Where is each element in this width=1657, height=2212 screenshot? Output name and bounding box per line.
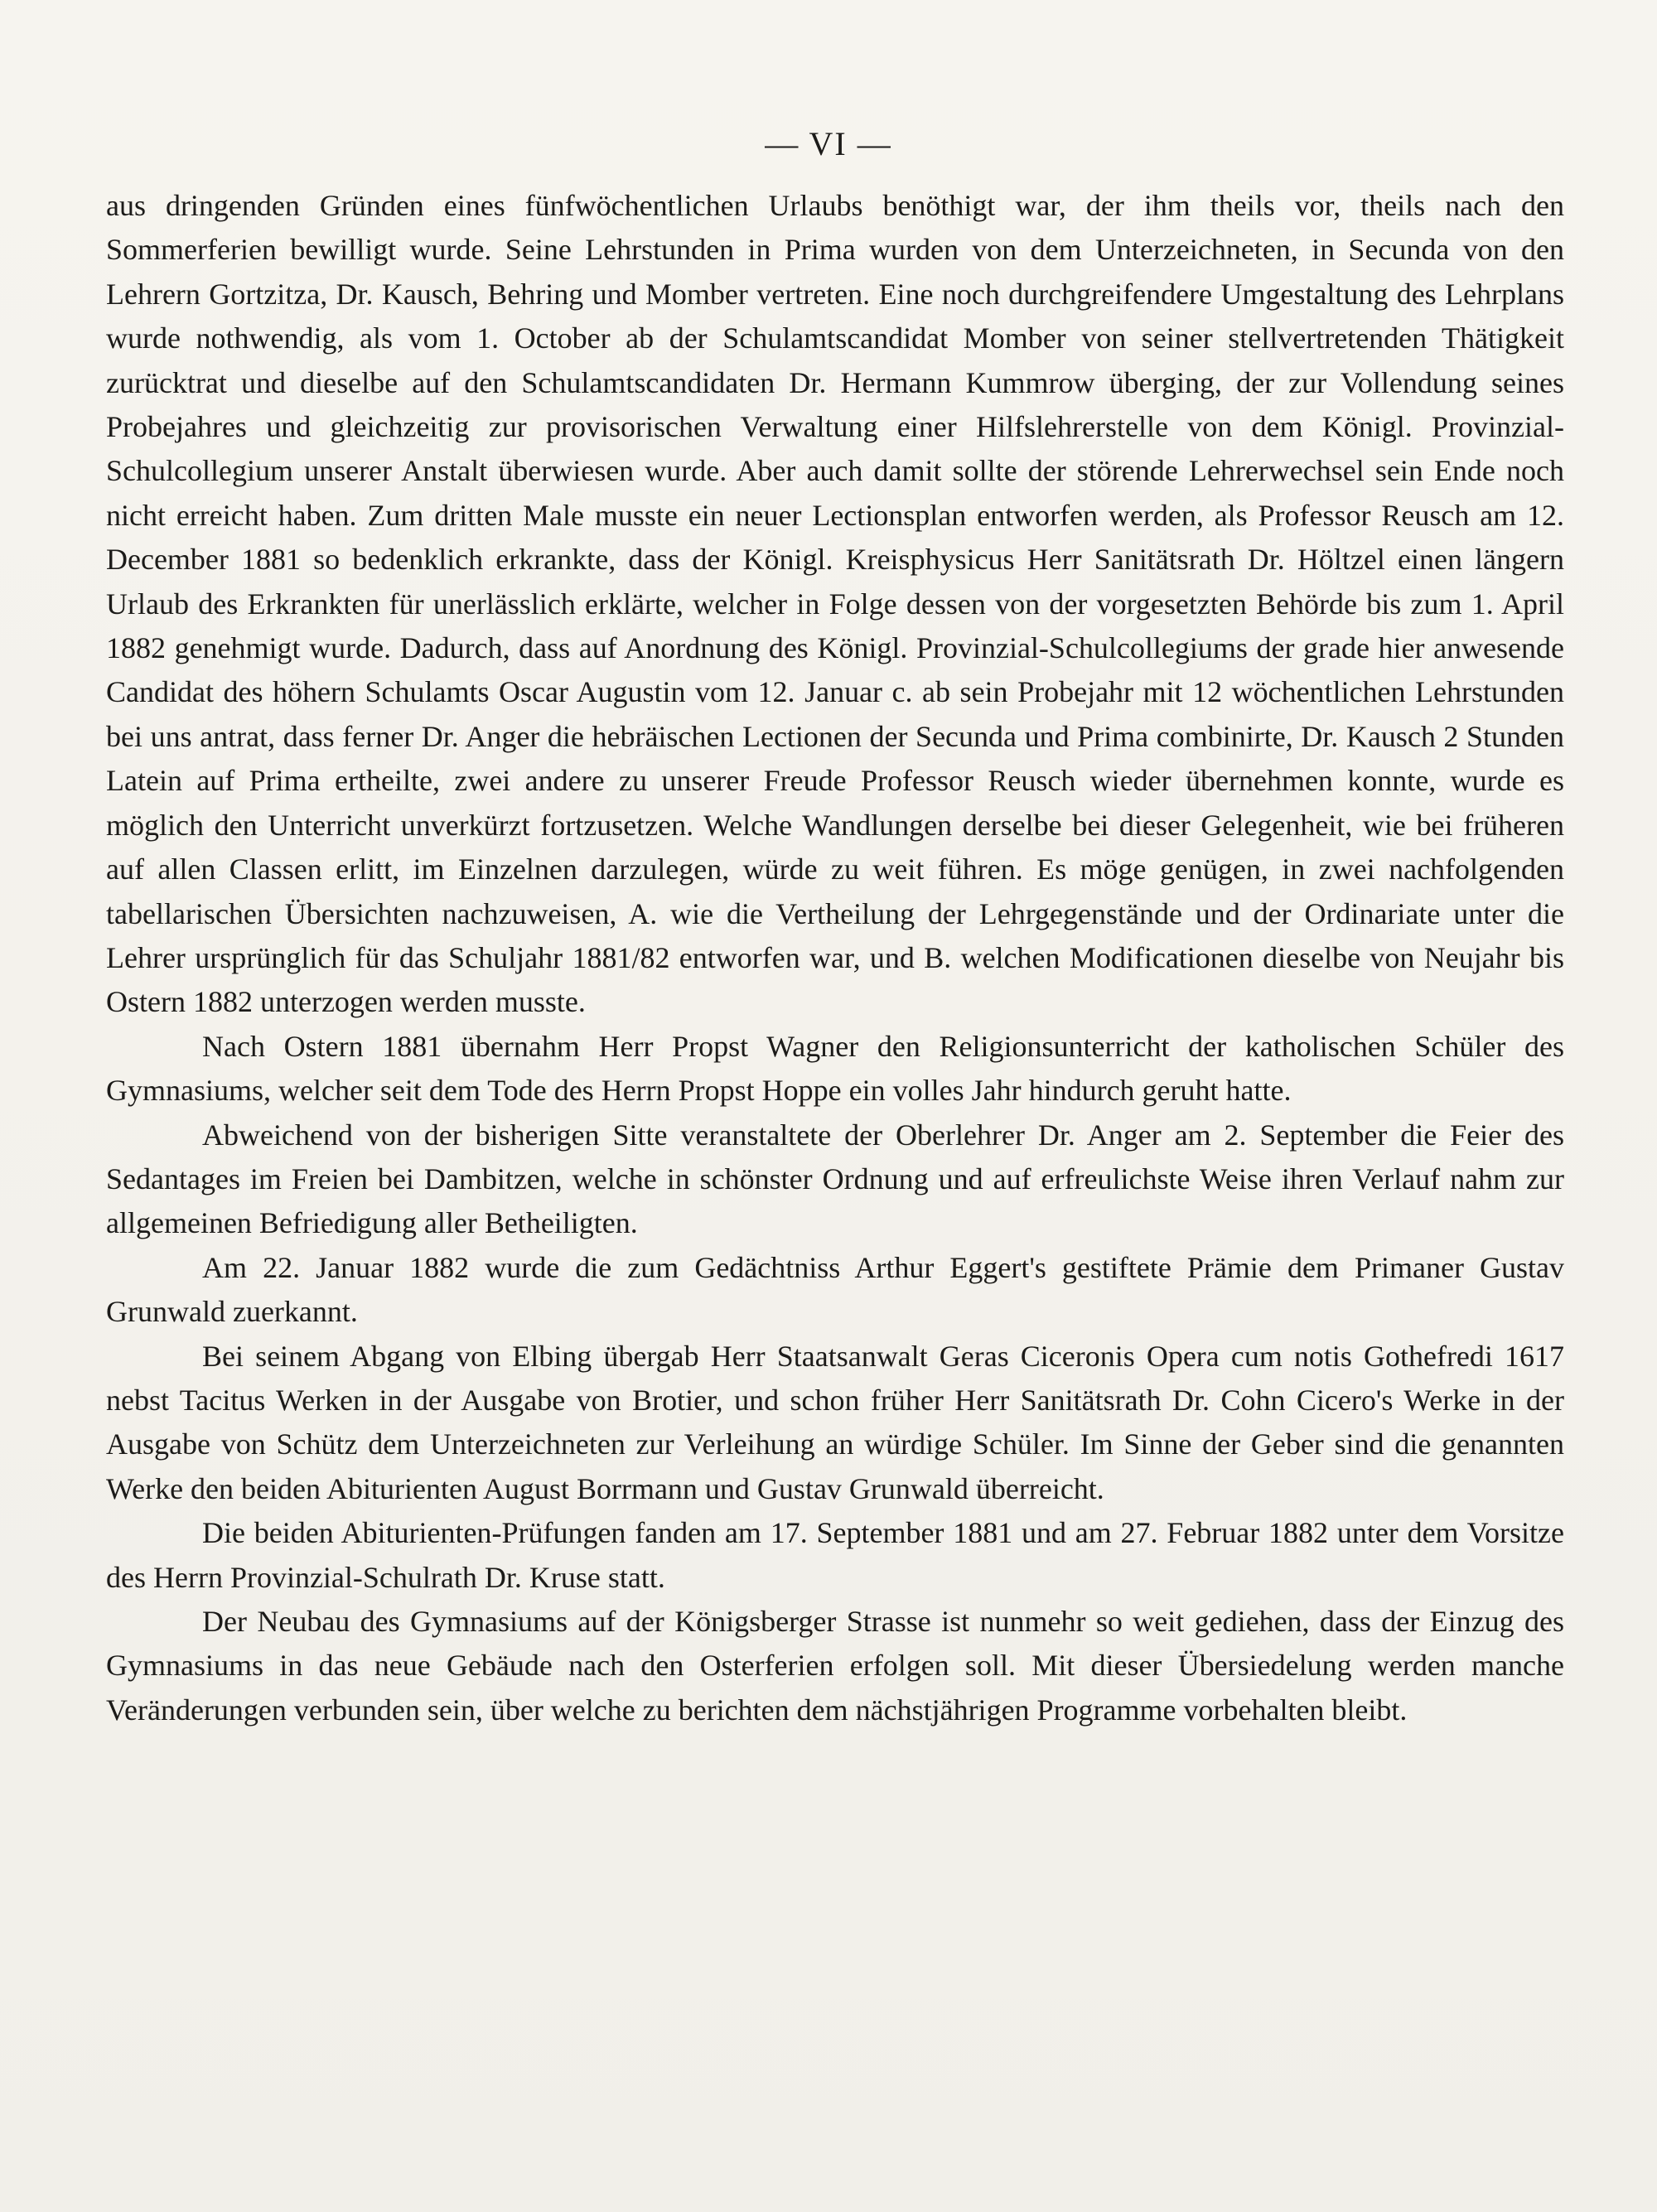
- paragraph-final-exams: Die beiden Abiturienten-Prüfungen fanden am 17. September 1881 und am 27. Februar 1882 unter dem Vorsitze des Herrn Provinzial-Schulrath Dr. Kruse statt.: [106, 1516, 1564, 1594]
- paragraph-religion-lessons: Nach Ostern 1881 übernahm Herr Propst Wagner den Religionsunterricht der katholischen Schüler des Gymnasiums, welcher seit dem Tode des Herrn Propst Hoppe ein volles Jahr hindurch geruht hatte.: [106, 1029, 1564, 1108]
- paragraph-teacher-changes: aus dringenden Gründen eines fünfwöchentlichen Urlaubs benöthigt war, der ihm theils vor, theils nach den Sommerferien bewilligt wurde. Seine Lehrstunden in Prima wurden von dem Unterzeichneten, in Secunda von den Lehrern Gortzitza, Dr. Kausch, Behring und Momber vertreten. Eine noch durchgreifendere Umgestaltung des Lehrplans wurde nothwendig, als vom 1. October ab der Schulamtscandidat Momber von seiner stellvertretenden Thätigkeit zurücktrat und dieselbe auf den Schulamtscandidaten Dr. Hermann Kummrow überging, der zur Vollendung seines Probejahres und gleichzeitig zur provisorischen Verwaltung einer Hilfslehrerstelle von dem Königl. Provinzial-Schulcollegium unserer Anstalt überwiesen wurde. Aber auch damit sollte der störende Lehrerwechsel sein Ende noch nicht erreicht haben. Zum dritten Male musste ein neuer Lectionsplan entworfen werden, als Professor Reusch am 12. December 1881 so bedenklich erkrankte, dass der Königl. Kreisphysicus Herr Sanitätsrath Dr. Höltzel einen längern Urlaub des Erkrankten für unerlässlich erklärte, welcher in Folge dessen von der vorgesetzten Behörde bis zum 1. April 1882 genehmigt wurde. Dadurch, dass auf Anordnung des Königl. Provinzial-Schulcollegiums der grade hier anwesende Candidat des höhern Schulamts Oscar Augustin vom 12. Januar c. ab sein Probejahr mit 12 wöchentlichen Lehrstunden bei uns antrat, dass ferner Dr. Anger die hebräischen Lectionen der Secunda und Prima combinirte, Dr. Kausch 2 Stunden Latein auf Prima ertheilte, zwei andere zu unserer Freude Professor Reusch wieder übernehmen konnte, wurde es möglich den Unterricht unverkürzt fortzusetzen. Welche Wandlungen derselbe bei dieser Gelegenheit, wie bei früheren auf allen Classen erlitt, im Einzelnen darzulegen, würde zu weit führen. Es möge genügen, in zwei nachfolgenden tabellarischen Übersichten nachzuweisen, A. wie die Vertheilung der Lehrgegenstände und der Ordinariate unter die Lehrer ursprünglich für das Schuljahr 1881/82 entworfen war, und B. welchen Modificationen dieselbe von Neujahr bis Ostern 1882 unterzogen werden musste.: [106, 189, 1564, 1019]
- paragraph-sedan-day: Abweichend von der bisherigen Sitte veranstaltete der Oberlehrer Dr. Anger am 2. September die Feier des Sedantages im Freien bei Dambitzen, welche in schönster Ordnung und auf erfreulichste Weise ihren Verlauf nahm zur allgemeinen Befriedigung aller Betheiligten.: [106, 1118, 1564, 1240]
- paragraph-eggert-prize: Am 22. Januar 1882 wurde die zum Gedächtniss Arthur Eggert's gestiftete Prämie dem Primaner Gustav Grunwald zuerkannt.: [106, 1250, 1564, 1329]
- paragraph-new-building: Der Neubau des Gymnasiums auf der Königsberger Strasse ist nunmehr so weit gediehen, dass der Einzug des Gymnasiums in das neue Gebäude nach den Osterferien erfolgen soll. Mit dieser Übersiedelung werden manche Veränderungen verbunden sein, über welche zu berichten dem nächstjährigen Programme vorbehalten bleibt.: [106, 1605, 1564, 1727]
- body-text: [106, 184, 1564, 1732]
- paragraph-book-donations: Bei seinem Abgang von Elbing übergab Herr Staatsanwalt Geras Ciceronis Opera cum notis Gothefredi 1617 nebst Tacitus Werken in der Ausgabe von Brotier, und schon früher Herr Sanitätsrath Dr. Cohn Cicero's Werke in der Ausgabe von Schütz dem Unterzeichneten zur Verleihung an würdige Schüler. Im Sinne der Geber sind die genannten Werke den beiden Abiturienten August Borrmann und Gustav Grunwald überreicht.: [106, 1339, 1564, 1505]
- page-number: — VI —: [765, 125, 892, 162]
